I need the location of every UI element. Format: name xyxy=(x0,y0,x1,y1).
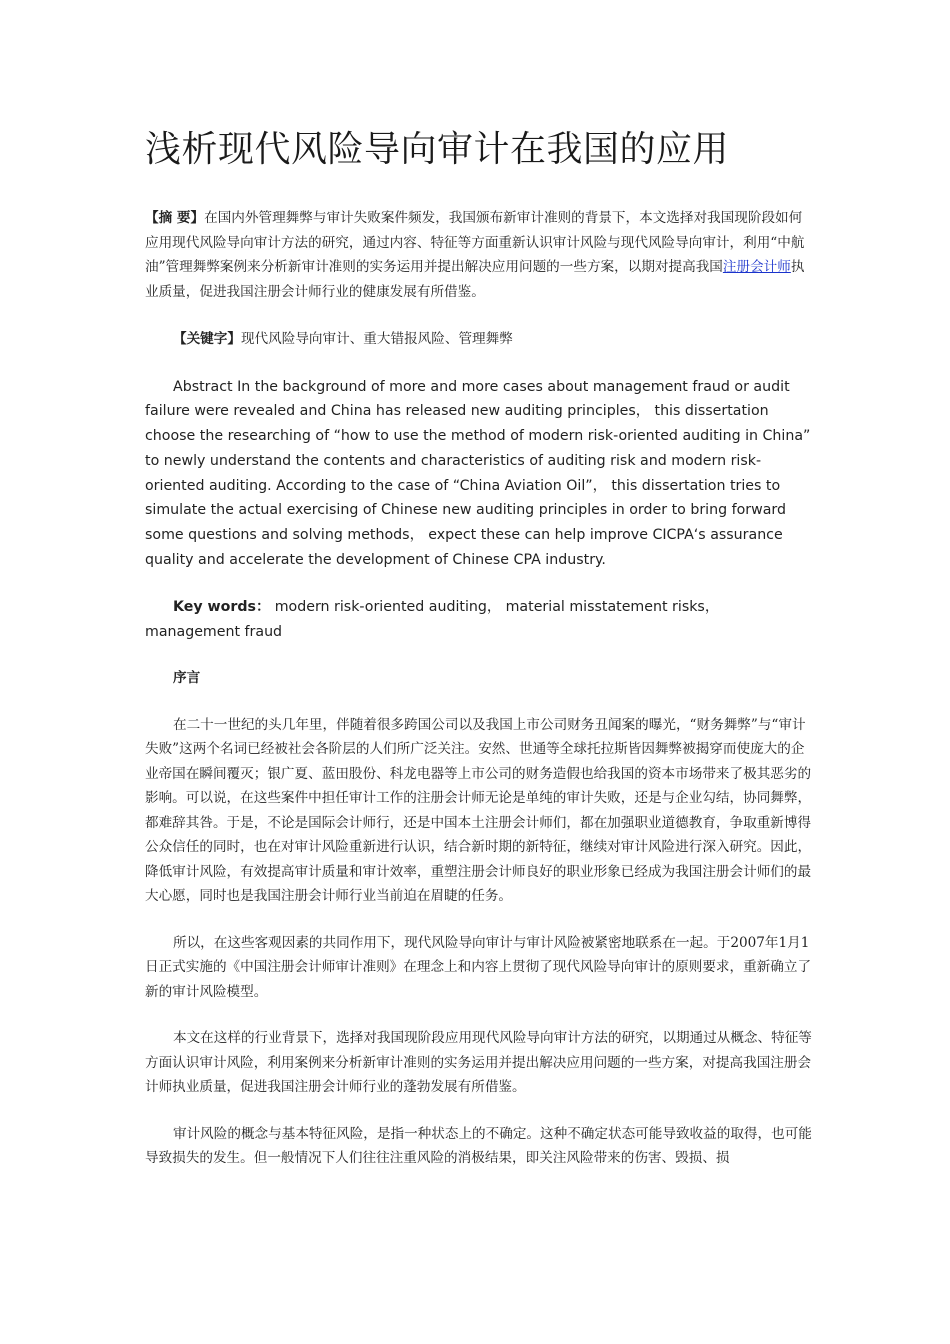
abstract-text: 在国内外管理舞弊与审计失败案件频发，我国颁布新审计准则的背景下，本文选择对我国现阶段如何应用现代风险导向审计方法的研究，通过内容、特征等方面重新认识审计风险与现代风险导向审计，利用“中航油”管理舞弊案例来分析新审计准则的实务运用并提出解决应用问题的一些方案，以期对提高我国 xyxy=(145,210,805,275)
abstract-text-tail: 执业质量，促进我国注册会计师行业的健康发展有所借鉴。 xyxy=(145,259,805,300)
document-page xyxy=(145,124,813,1193)
body-paragraph: 所以，在这些客观因素的共同作用下，现代风险导向审计与审计风险被紧密地联系在一起。于2007年1月1日正式实施的《中国注册会计师审计准则》在理念上和内容上贯彻了现代风险导向审计的原则要求，重新确立了新的审计风险模型。 xyxy=(145,934,812,1000)
body-paragraph: 本文在这样的行业背景下，选择对我国现阶段应用现代风险导向审计方法的研究，以期通过从概念、特征等方面认识审计风险，利用案例来分析新审计准则的实务运用并提出解决应用问题的一些方案，对提高我国注册会计师执业质量，促进我国注册会计师行业的蓬勃发展有所借鉴。 xyxy=(145,1030,812,1096)
keywords-en xyxy=(145,595,813,645)
keywords-cn-label: 【关键字】 xyxy=(173,331,241,347)
body-paragraph: 在二十一世纪的头几年里，伴随着很多跨国公司以及我国上市公司财务丑闻案的曝光，“财务舞弊”与“审计失败”这两个名词已经被社会各阶层的人们所广泛关注。安然、世通等全球托拉斯皆因舞弊被揭穿而使庞大的企业帝国在瞬间覆灭；银广夏、蓝田股份、科龙电器等上市公司的财务造假也给我国的资本市场带来了极其恶劣的影响。可以说，在这些案件中担任审计工作的注册会计师无论是单纯的审计失败，还是与企业勾结，协同舞弊，都难辞其咎。于是，不论是国际会计师行，还是中国本土注册会计师们，都在加强职业道德教育，争取重新博得公众信任的同时，也在对审计风险重新进行认识，结合新时期的新特征，继续对审计风险进行深入研究。因此，降低审计风险，有效提高审计质量和审计效率，重塑注册会计师良好的职业形象已经成为我国注册会计师们的最大心愿，同时也是我国注册会计师行业当前迫在眉睫的任务。 xyxy=(145,716,812,905)
document-title: 浅析现代风险导向审计在我国的应用 xyxy=(145,129,730,170)
abstract-cn xyxy=(145,206,813,304)
keywords-cn xyxy=(145,327,813,352)
keywords-en-label: Key words： xyxy=(173,598,271,615)
preface-heading: 序言 xyxy=(173,670,201,687)
cpa-link[interactable]: 注册会计师 xyxy=(722,259,791,275)
body-paragraph: 审计风险的概念与基本特征风险，是指一种状态上的不确定。这种不确定状态可能导致收益的取得，也可能导致损失的发生。但一般情况下人们往往注重风险的消极结果，即关注风险带来的伤害、毁损、损 xyxy=(145,1125,812,1167)
abstract-en: Abstract In the background of more and more cases about management fraud or audit failure were revealed and China has released new auditing principles， this dissertation choose the researching of “how to use the method of modern risk-oriented auditing in China” to newly understand the contents and characteristics of auditing risk and modern risk-oriented auditing. According to the case of “China Aviation Oil”， this dissertation tries to simulate the actual exercising of Chinese new auditing principles in order to bring forward some questions and solving methods， expect these can help improve CICPA‘s assurance quality and accelerate the development of Chinese CPA industry. xyxy=(145,378,811,569)
keywords-cn-text: 现代风险导向审计、重大错报风险、管理舞弊 xyxy=(240,331,513,347)
keywords-en-text: modern risk-oriented auditing， material misstatement risks， management fraud xyxy=(145,598,720,640)
abstract-label: 【摘 要】 xyxy=(145,210,205,226)
